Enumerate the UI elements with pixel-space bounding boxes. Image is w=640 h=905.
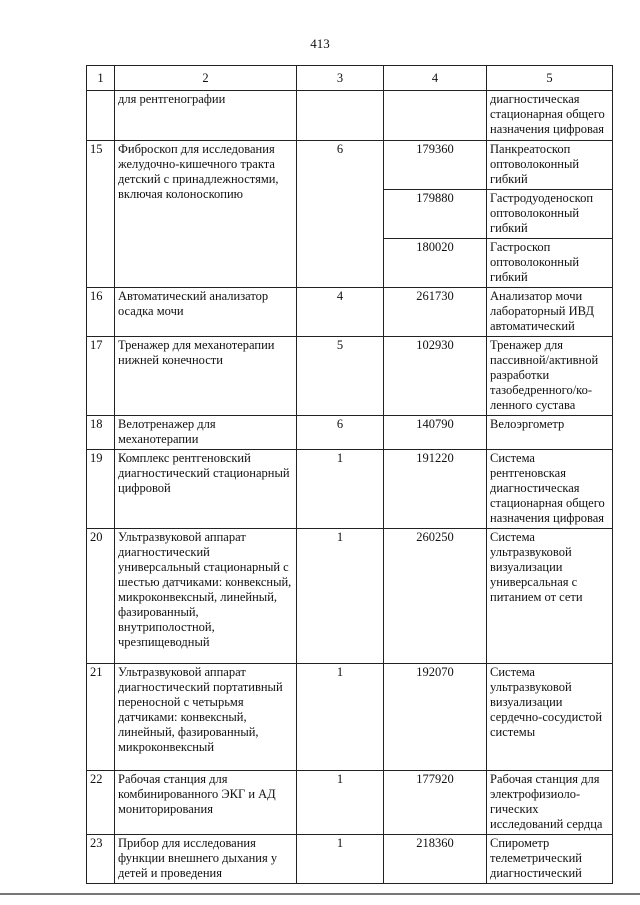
row-equipment-type: Гастродуоденоскоп оптоволоконный гибкий <box>487 190 613 239</box>
header-cell: 1 <box>87 66 115 91</box>
table-row <box>87 664 613 771</box>
row-quantity <box>297 91 384 141</box>
row-equipment-type: Анализатор мочи лабораторный ИВД автоматический <box>487 288 613 337</box>
row-number: 17 <box>87 337 115 416</box>
header-cell: 4 <box>384 66 487 91</box>
row-code: 218360 <box>384 835 487 884</box>
table-header-row <box>87 66 613 91</box>
row-equipment-name: для рентгенографии <box>115 91 297 141</box>
table-row <box>87 835 613 884</box>
row-equipment-type: Гастроскоп оптоволоконный гибкий <box>487 239 613 288</box>
row-code: 191220 <box>384 450 487 529</box>
row-equipment-name: Ультразвуковой аппарат диагностический портативный переносной с четырьмя датчиками: конвексный, линейный, фазированный, микроконвексный <box>115 664 297 771</box>
row-number: 16 <box>87 288 115 337</box>
row-equipment-type: Тренажер для пассивной/активной разработки тазобедренного/ко-ленного сустава <box>487 337 613 416</box>
row-number: 23 <box>87 835 115 884</box>
row-number: 20 <box>87 529 115 664</box>
row-code: 261730 <box>384 288 487 337</box>
equipment-table <box>86 65 613 884</box>
row-equipment-type: Система рентгеновская диагностическая стационарная общего назначения цифровая <box>487 450 613 529</box>
table-row <box>87 416 613 450</box>
row-code: 140790 <box>384 416 487 450</box>
row-code: 102930 <box>384 337 487 416</box>
row-number: 15 <box>87 141 115 288</box>
table-row <box>87 141 613 190</box>
row-quantity: 6 <box>297 141 384 288</box>
row-quantity: 1 <box>297 529 384 664</box>
row-quantity: 5 <box>297 337 384 416</box>
row-quantity: 1 <box>297 450 384 529</box>
row-number: 21 <box>87 664 115 771</box>
table-row <box>87 771 613 835</box>
row-code: 192070 <box>384 664 487 771</box>
row-equipment-name: Тренажер для механотерапии нижней конечности <box>115 337 297 416</box>
row-quantity: 1 <box>297 664 384 771</box>
row-equipment-name: Рабочая станция для комбинированного ЭКГ и АД мониторирования <box>115 771 297 835</box>
row-code <box>384 91 487 141</box>
page-bottom-edge <box>0 893 640 895</box>
header-cell: 5 <box>487 66 613 91</box>
table-row <box>87 288 613 337</box>
row-quantity: 4 <box>297 288 384 337</box>
row-equipment-name: Комплекс рентгеновский диагностический стационарный цифровой <box>115 450 297 529</box>
row-equipment-name: Фиброскоп для исследования желудочно-кишечного тракта детский с принадлежностями, включая колоноскопию <box>115 141 297 288</box>
row-equipment-name: Велотренажер для механотерапии <box>115 416 297 450</box>
header-cell: 3 <box>297 66 384 91</box>
row-equipment-name: Автоматический анализатор осадка мочи <box>115 288 297 337</box>
row-equipment-name: Прибор для исследования функции внешнего дыхания у детей и проведения <box>115 835 297 884</box>
table-row <box>87 450 613 529</box>
table-row-continued <box>87 91 613 141</box>
row-number: 22 <box>87 771 115 835</box>
row-quantity: 6 <box>297 416 384 450</box>
row-equipment-type: Система ультразвуковой визуализации универсальная с питанием от сети <box>487 529 613 664</box>
table-row <box>87 337 613 416</box>
row-quantity: 1 <box>297 835 384 884</box>
row-equipment-type: Велоэргометр <box>487 416 613 450</box>
row-code: 260250 <box>384 529 487 664</box>
row-number: 19 <box>87 450 115 529</box>
row-number <box>87 91 115 141</box>
row-code: 177920 <box>384 771 487 835</box>
table-row <box>87 529 613 664</box>
header-cell: 2 <box>115 66 297 91</box>
row-equipment-type: Спирометр телеметрический диагностический <box>487 835 613 884</box>
row-equipment-type: Система ультразвуковой визуализации сердечно-сосудистой системы <box>487 664 613 771</box>
row-equipment-type: Рабочая станция для электрофизиоло-гических исследований сердца <box>487 771 613 835</box>
row-quantity: 1 <box>297 771 384 835</box>
row-equipment-name: Ультразвуковой аппарат диагностический универсальный стационарный с шестью датчиками: конвексный, микроконвексный, линейный, фазированный, внутриполостной, чрезпищеводный <box>115 529 297 664</box>
row-code: 179880 <box>384 190 487 239</box>
row-number: 18 <box>87 416 115 450</box>
row-equipment-type: диагностическая стационарная общего назначения цифровая <box>487 91 613 141</box>
row-code: 180020 <box>384 239 487 288</box>
page-number: 413 <box>310 36 330 51</box>
row-code: 179360 <box>384 141 487 190</box>
row-equipment-type: Панкреатоскоп оптоволоконный гибкий <box>487 141 613 190</box>
